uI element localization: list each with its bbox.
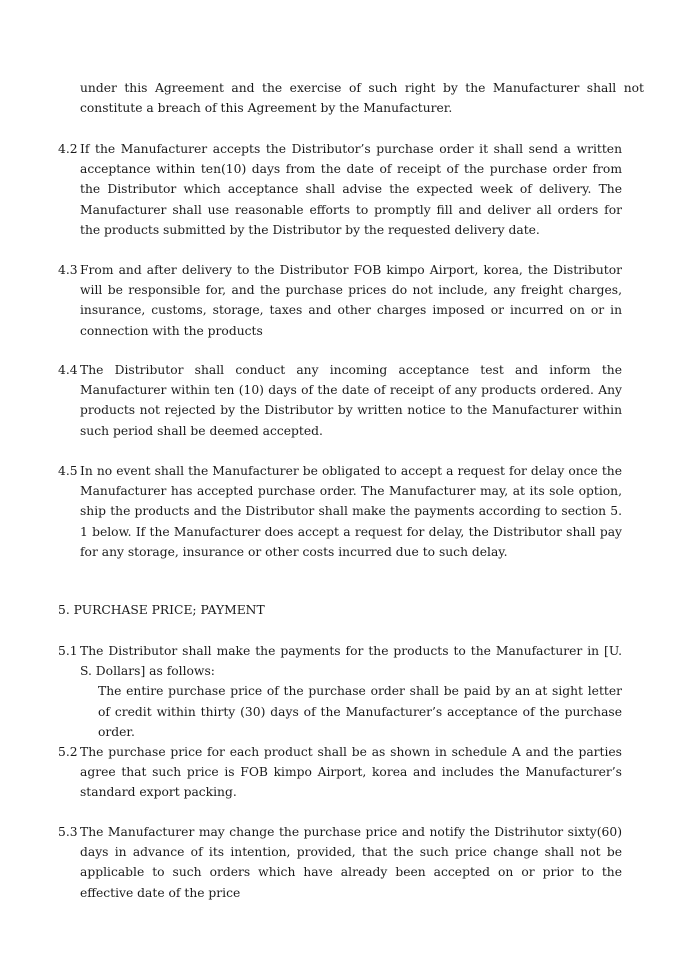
- clause-text: The Manufacturer may change the purchase price and notify the Distrihutor sixty(60) days in advance of its intention, provided, that the such price change shall not be applicable to such orders which have already been accepted on or prior to the effective date of the price: [80, 825, 622, 900]
- clause-text: The purchase price for each product shall be as shown in schedule A and the parties agree that such price is FOB kimpo Airport, korea and includes the Manufacturer’s standard export packing.: [80, 745, 622, 800]
- clause-4-4: [58, 360, 622, 441]
- section-5-heading: 5. PURCHASE PRICE; PAYMENT: [58, 603, 265, 617]
- clause-number: 5.2: [58, 745, 78, 759]
- clause-5-2: [58, 742, 622, 803]
- clause-4-2: [58, 139, 622, 240]
- clause-4-3: [58, 260, 622, 341]
- clause-text: The Distributor shall conduct any incoming acceptance test and inform the Manufacturer within ten (10) days of the date of receipt of any products ordered. Any products not rejected by the Distributor by written notice to the Manufacturer within such period shall be deemed accepted.: [80, 363, 622, 438]
- clause-5-1-subparagraph: The entire purchase price of the purchase order shall be paid by an at sight letter of credit within thirty (30) days of the Manufacturer’s acceptance of the purchase order.: [98, 684, 622, 739]
- clause-text: From and after delivery to the Distributor FOB kimpo Airport, korea, the Distributor will be responsible for, and the purchase prices do not include, any freight charges, insurance, customs, storage, taxes and other charges imposed or incurred on or in connection with the products: [80, 263, 622, 338]
- clause-text: In no event shall the Manufacturer be obligated to accept a request for delay once the Manufacturer has accepted purchase order. The Manufacturer may, at its sole option, ship the products and the Distributor shall make the payments according to section 5. 1 below. If the Manufacturer does accept a request for delay, the Distributor shall pay for any storage, insurance or other costs incurred due to such delay.: [80, 464, 622, 559]
- clause-number: 5.3: [58, 825, 78, 839]
- clause-text: The Distributor shall make the payments for the products to the Manufacturer in [U. S. Dollars] as follows:: [80, 644, 622, 679]
- clause-number: 4.2: [58, 142, 78, 156]
- clause-text: If the Manufacturer accepts the Distributor’s purchase order it shall send a written acceptance within ten(10) days from the date of receipt of the purchase order from the Distributor which acceptance shall advise the expected week of delivery. The Manufacturer shall use reasonable efforts to promptly fill and deliver all orders for the products submitted by the Distributor by the requested delivery date.: [80, 142, 622, 237]
- clause-5-3: [58, 822, 622, 903]
- continuation-paragraph: under this Agreement and the exercise of such right by the Manufacturer shall not constitute a breach of this Agreement by the Manufacturer.: [80, 81, 644, 116]
- clause-number: 4.3: [58, 263, 78, 277]
- clause-number: 4.5: [58, 464, 78, 478]
- clause-4-5: [58, 461, 622, 562]
- clause-number: 4.4: [58, 363, 78, 377]
- clause-number: 5.1: [58, 644, 78, 658]
- clause-5-1: [58, 641, 622, 742]
